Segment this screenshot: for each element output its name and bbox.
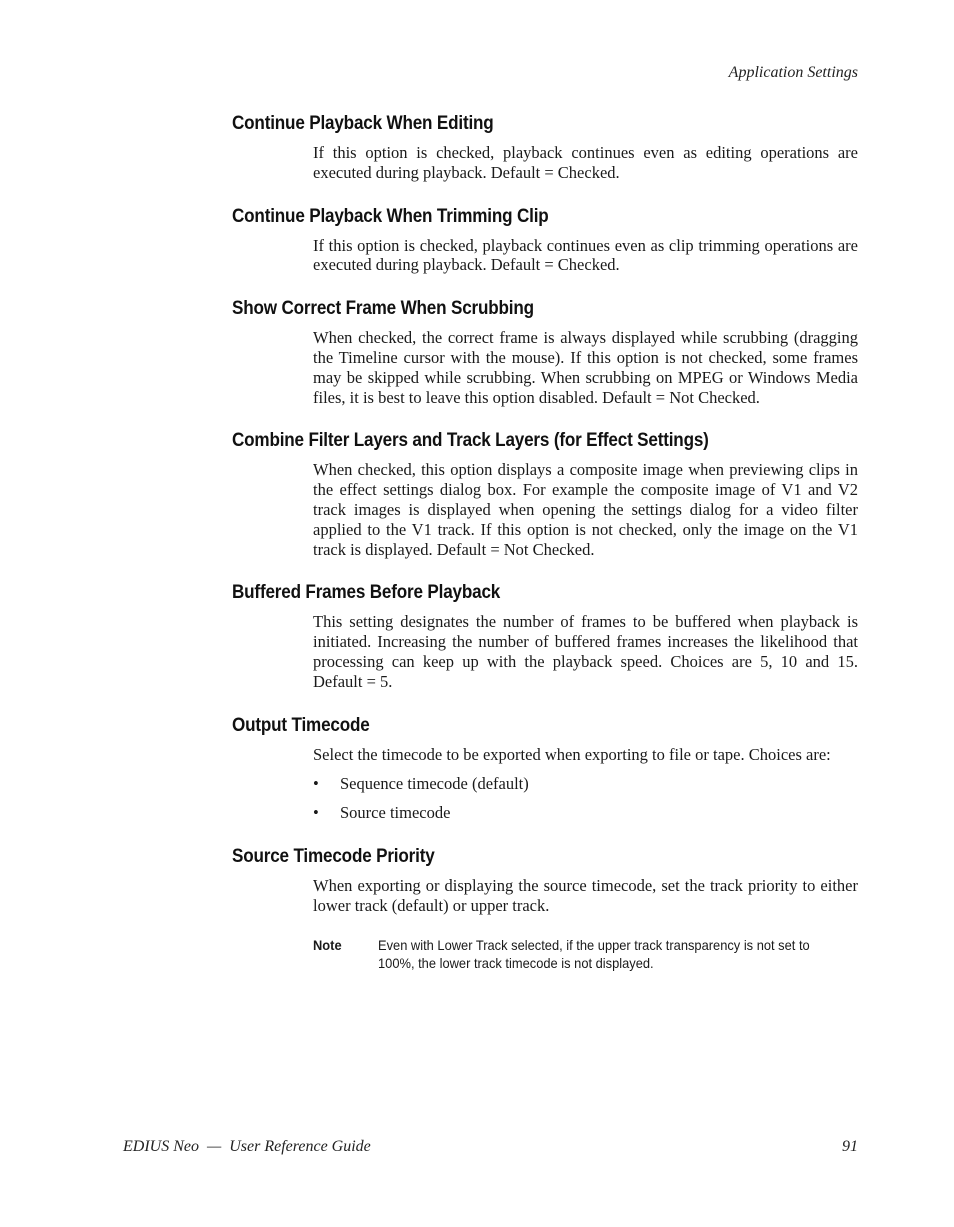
section-heading: Buffered Frames Before Playback	[232, 582, 501, 604]
section-combine-filter-layers	[232, 430, 858, 559]
section-body: When exporting or displaying the source timecode, set the track priority to either lower track (default) or upper track.	[313, 875, 858, 915]
note-block	[313, 936, 858, 973]
section-body: If this option is checked, playback continues even as clip trimming operations are executed during playback. Default = Checked.	[313, 235, 858, 275]
note-text: Even with Lower Track selected, if the upper track transparency is not set to 100%, the lower track timecode is not displayed.	[378, 936, 810, 972]
section-body: When checked, this option displays a composite image when previewing clips in the effect settings dialog box. For example the composite image of V1 and V2 track images is displayed when opening the settings dialog for a video filter applied to the V1 track. If this option is not checked, only the image on the V1 track is displayed. Default = Not Checked.	[313, 460, 858, 559]
section-continue-playback-editing	[232, 113, 858, 183]
section-body: If this option is checked, playback continues even as editing operations are executed during playback. Default = Checked.	[313, 143, 858, 182]
section-heading: Combine Filter Layers and Track Layers (for Effect Settings)	[232, 430, 709, 452]
section-heading: Output Timecode	[232, 714, 370, 736]
list-item-text: Source timecode	[340, 803, 451, 823]
page-content	[232, 113, 858, 973]
section-heading: Show Correct Frame When Scrubbing	[232, 298, 534, 320]
bullet-list	[313, 774, 858, 823]
footer-guide-title: EDIUS Neo — User Reference Guide	[123, 1138, 371, 1155]
running-header: Application Settings	[728, 64, 858, 81]
section-show-correct-frame	[232, 298, 858, 407]
page-number: 91	[842, 1138, 858, 1155]
section-buffered-frames	[232, 582, 858, 691]
section-heading: Continue Playback When Editing	[232, 113, 494, 134]
list-item	[313, 774, 858, 794]
bullet-icon: •	[313, 774, 319, 794]
section-body: Select the timecode to be exported when exporting to file or tape. Choices are:	[313, 744, 831, 764]
section-heading: Source Timecode Priority	[232, 845, 435, 867]
bullet-icon: •	[313, 803, 319, 823]
section-output-timecode	[232, 715, 858, 823]
section-body: When checked, the correct frame is always displayed while scrubbing (dragging the Timeline cursor with the mouse). If this option is not checked, some frames may be skipped while scrubbing. When scrubbing on MPEG or Windows Media files, it is best to leave this option disabled. Default = Not Checked.	[313, 328, 858, 407]
section-source-timecode-priority	[232, 846, 858, 973]
list-item-text: Sequence timecode (default)	[340, 774, 529, 794]
section-continue-playback-trimming	[232, 206, 858, 276]
page-footer	[123, 1138, 858, 1156]
section-heading: Continue Playback When Trimming Clip	[232, 205, 549, 227]
list-item	[313, 803, 858, 823]
note-label: Note	[313, 936, 342, 953]
section-body: This setting designates the number of frames to be buffered when playback is initiated. Increasing the number of buffered frames increases the likelihood that processing can keep up with the playback speed. Choices are 5, 10 and 15. Default = 5.	[313, 612, 858, 691]
